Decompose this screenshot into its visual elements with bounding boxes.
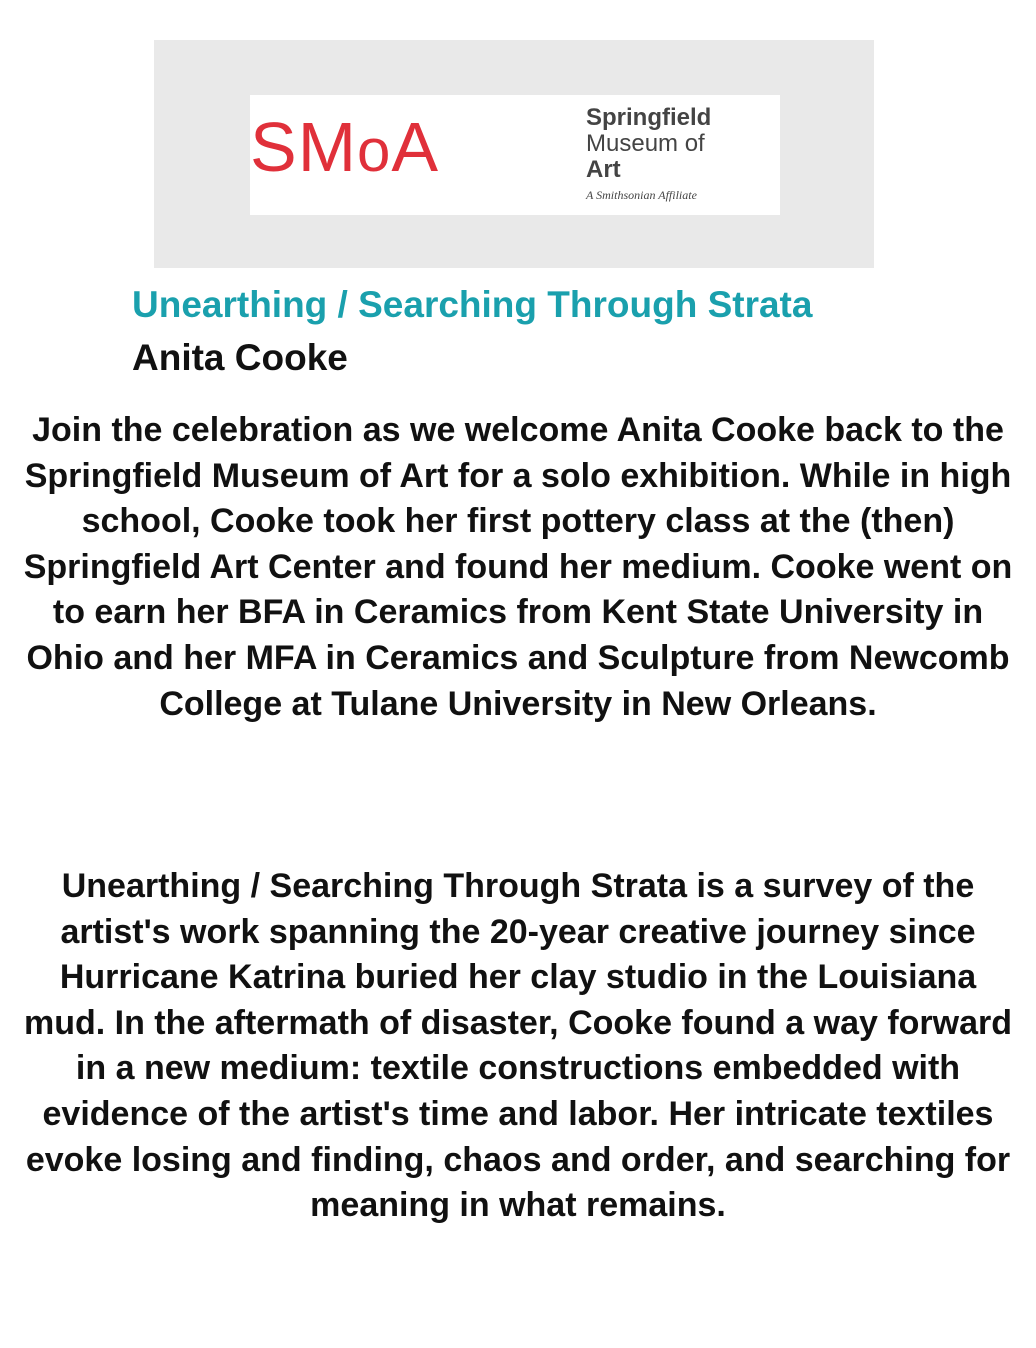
logo-mark-sm: SM: [250, 108, 357, 186]
intro-paragraph: Join the celebration as we welcome Anita Cooke back to the Springfield Museum of Art for a solo exhibition. While in high school, Cooke took her first pottery class at the (then) Springfield Art Center and found her medium. Cooke went on to earn her BFA in Ceramics from Kent State University in Ohio and her MFA in Ceramics and Sculpture from Newcomb College at Tulane University in New Orleans.: [23, 411, 1013, 723]
logo-mark-a: A: [391, 108, 440, 186]
description-paragraph: Unearthing / Searching Through Strata is a survey of the artist's work spanning the 20-year creative journey since Hurricane Katrina buried her clay studio in the Louisiana mud. In the aftermath of disaster, Cooke found a way forward in a new medium: textile constructions embedded with evidence of the artist's time and labor. Her intricate textiles evoke losing and finding, chaos and order, and searching for meaning in what remains.: [23, 867, 1013, 1225]
logo-banner: [154, 40, 874, 268]
logo-name-line-3: Art: [586, 156, 621, 183]
artist-name: Anita Cooke: [132, 337, 348, 378]
logo-wordmark: [586, 105, 711, 203]
logo-name-line-1: Springfield: [586, 104, 712, 131]
museum-logo: [250, 95, 780, 215]
logo-name-line-2: Museum of: [586, 130, 705, 157]
logo-mark: [250, 97, 439, 201]
logo-mark-o: o: [357, 117, 392, 184]
exhibition-title: Unearthing / Searching Through Strata: [132, 284, 813, 325]
logo-affiliate-tagline: A Smithsonian Affiliate: [586, 188, 697, 202]
